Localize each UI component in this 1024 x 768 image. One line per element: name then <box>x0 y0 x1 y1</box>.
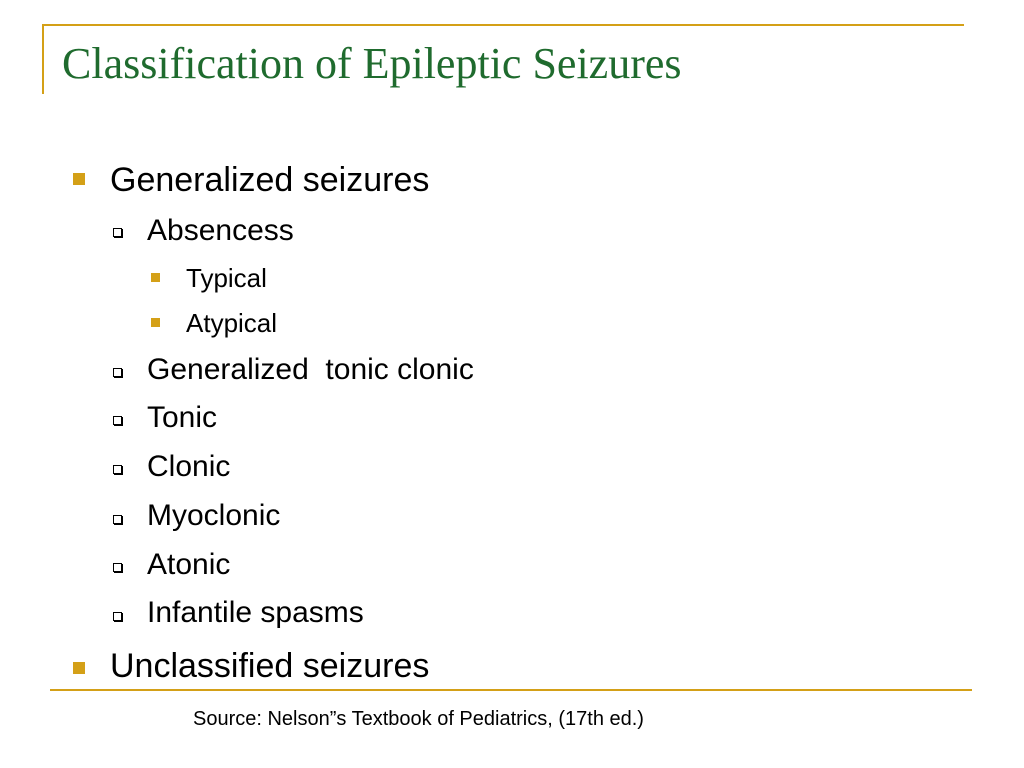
box-bullet-icon <box>113 368 122 377</box>
box-bullet-icon <box>113 416 122 425</box>
square-bullet-icon <box>151 318 160 327</box>
list-item: Atypical <box>186 308 278 338</box>
source-citation: Source: Nelson”s Textbook of Pediatrics, (17th ed.) <box>193 708 644 730</box>
square-bullet-icon <box>151 273 160 282</box>
slide-title: Classification of Epileptic Seizures <box>62 39 682 88</box>
box-bullet-icon <box>113 228 122 237</box>
title-frame-left-rule <box>42 24 44 94</box>
list-item: Generalized seizures <box>110 161 430 199</box>
square-bullet-icon <box>73 173 85 185</box>
list-item: Infantile spasms <box>147 596 364 629</box>
list-item: Myoclonic <box>147 499 281 532</box>
square-bullet-icon <box>73 662 85 674</box>
box-bullet-icon <box>113 563 122 572</box>
title-frame-top-rule <box>42 24 964 26</box>
list-item: Unclassified seizures <box>110 647 430 685</box>
list-item: Clonic <box>147 450 231 483</box>
list-item: Absencess <box>147 214 294 247</box>
footer-divider <box>50 689 972 691</box>
list-item: Typical <box>186 263 267 293</box>
box-bullet-icon <box>113 515 122 524</box>
list-item: Atonic <box>147 548 231 581</box>
box-bullet-icon <box>113 612 122 621</box>
box-bullet-icon <box>113 465 122 474</box>
list-item: Generalized tonic clonic <box>147 353 474 386</box>
list-item: Tonic <box>147 401 218 434</box>
